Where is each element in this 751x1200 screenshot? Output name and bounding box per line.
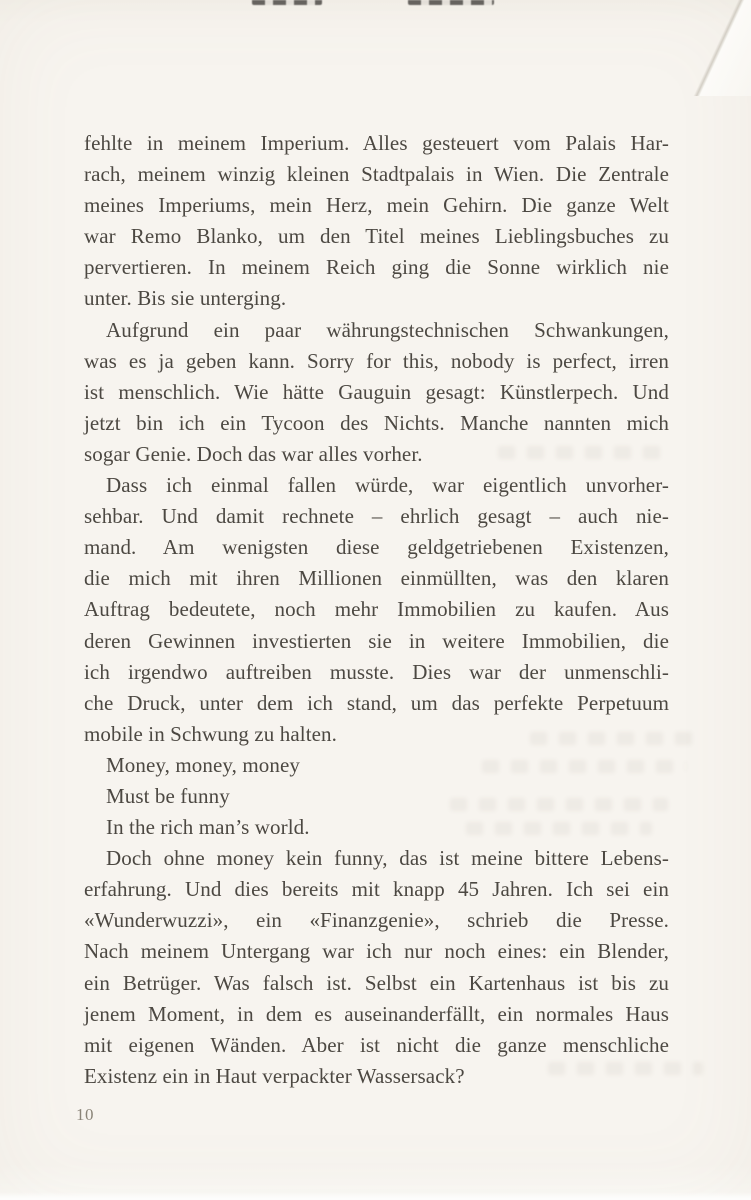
show-through-artifact (482, 760, 686, 773)
text-line: mit eigenen Wänden. Aber ist nicht die ganze menschliche (84, 1032, 669, 1057)
text-line: ist menschlich. Wie hätte Gauguin gesagt: Künstlerpech. Und (84, 379, 669, 404)
paragraph (84, 470, 669, 750)
text-line: meines Imperiums, mein Herz, mein Gehirn. Die ganze Welt (84, 193, 669, 218)
text-line: Must be funny (106, 783, 230, 808)
text-line: war Remo Blanko, um den Titel meines Lieblingsbuches zu (84, 224, 669, 249)
text-line: Existenz ein in Haut verpackter Wassersack? (84, 1063, 465, 1088)
page-bottom-edge (0, 1192, 751, 1200)
text-line: was es ja geben kann. Sorry for this, nobody is perfect, irren (84, 348, 669, 373)
show-through-artifact (548, 1062, 703, 1075)
text-line: sogar Genie. Doch das war alles vorher. (84, 441, 423, 466)
text-line: ein Betrüger. Was falsch ist. Selbst ein Kartenhaus ist bis zu (84, 970, 669, 995)
paragraph (84, 128, 669, 315)
show-through-artifact (498, 446, 668, 459)
text-line: Aufgrund ein paar währungstechnischen Schwankungen, (106, 317, 669, 342)
text-line: jetzt bin ich ein Tycoon des Nichts. Manche nannten mich (84, 410, 669, 435)
text-line: «Wunderwuzzi», ein «Finanzgenie», schrieb die Presse. (84, 908, 669, 933)
text-line: jenem Moment, in dem es auseinanderfällt, ein normales Haus (84, 1001, 669, 1026)
page-text (84, 128, 669, 1092)
show-through-artifact (530, 732, 702, 745)
text-line: Doch ohne money kein funny, das ist meine bittere Lebens- (106, 846, 669, 871)
show-through-artifact (466, 822, 652, 835)
text-line: sehbar. Und damit rechnete – ehrlich gesagt – auch nie- (84, 504, 669, 529)
text-line: Nach meinem Untergang war ich nur noch eines: ein Blender, (84, 939, 669, 964)
text-line: pervertieren. In meinem Reich ging die Sonne wirklich nie (84, 255, 669, 280)
page-number: 10 (76, 1105, 94, 1124)
text-line: rach, meinem winzig kleinen Stadtpalais in Wien. Die Zentrale (84, 162, 669, 187)
paragraph (84, 843, 669, 1092)
text-line: deren Gewinnen investierten sie in weitere Immobilien, die (84, 628, 669, 653)
text-line: Dass ich einmal fallen würde, war eigentlich unvorher- (106, 473, 669, 498)
text-line: erfahrung. Und dies bereits mit knapp 45 Jahren. Ich sei ein (84, 877, 669, 902)
text-line: In the rich man’s world. (106, 815, 310, 840)
text-line: che Druck, unter dem ich stand, um das perfekte Perpetuum (84, 690, 669, 715)
scan-ink-artifact-top-left (252, 0, 322, 5)
text-line: Money, money, money (106, 752, 300, 777)
page-curl-artifact (689, 0, 751, 96)
text-line: fehlte in meinem Imperium. Alles gesteuert vom Palais Har- (84, 131, 669, 155)
text-line: Auftrag bedeutete, noch mehr Immobilien zu kaufen. Aus (84, 597, 669, 622)
text-line: mand. Am wenigsten diese geldgetriebenen Existenzen, (84, 535, 669, 560)
scan-ink-artifact-top-right (408, 0, 494, 5)
text-line: ich irgendwo auftreiben musste. Dies war der unmenschli- (84, 659, 669, 684)
text-line: unter. Bis sie unterging. (84, 286, 287, 311)
text-line: die mich mit ihren Millionen einmüllten, was den klaren (84, 566, 669, 591)
text-line: mobile in Schwung zu halten. (84, 721, 338, 746)
show-through-artifact (450, 798, 668, 811)
